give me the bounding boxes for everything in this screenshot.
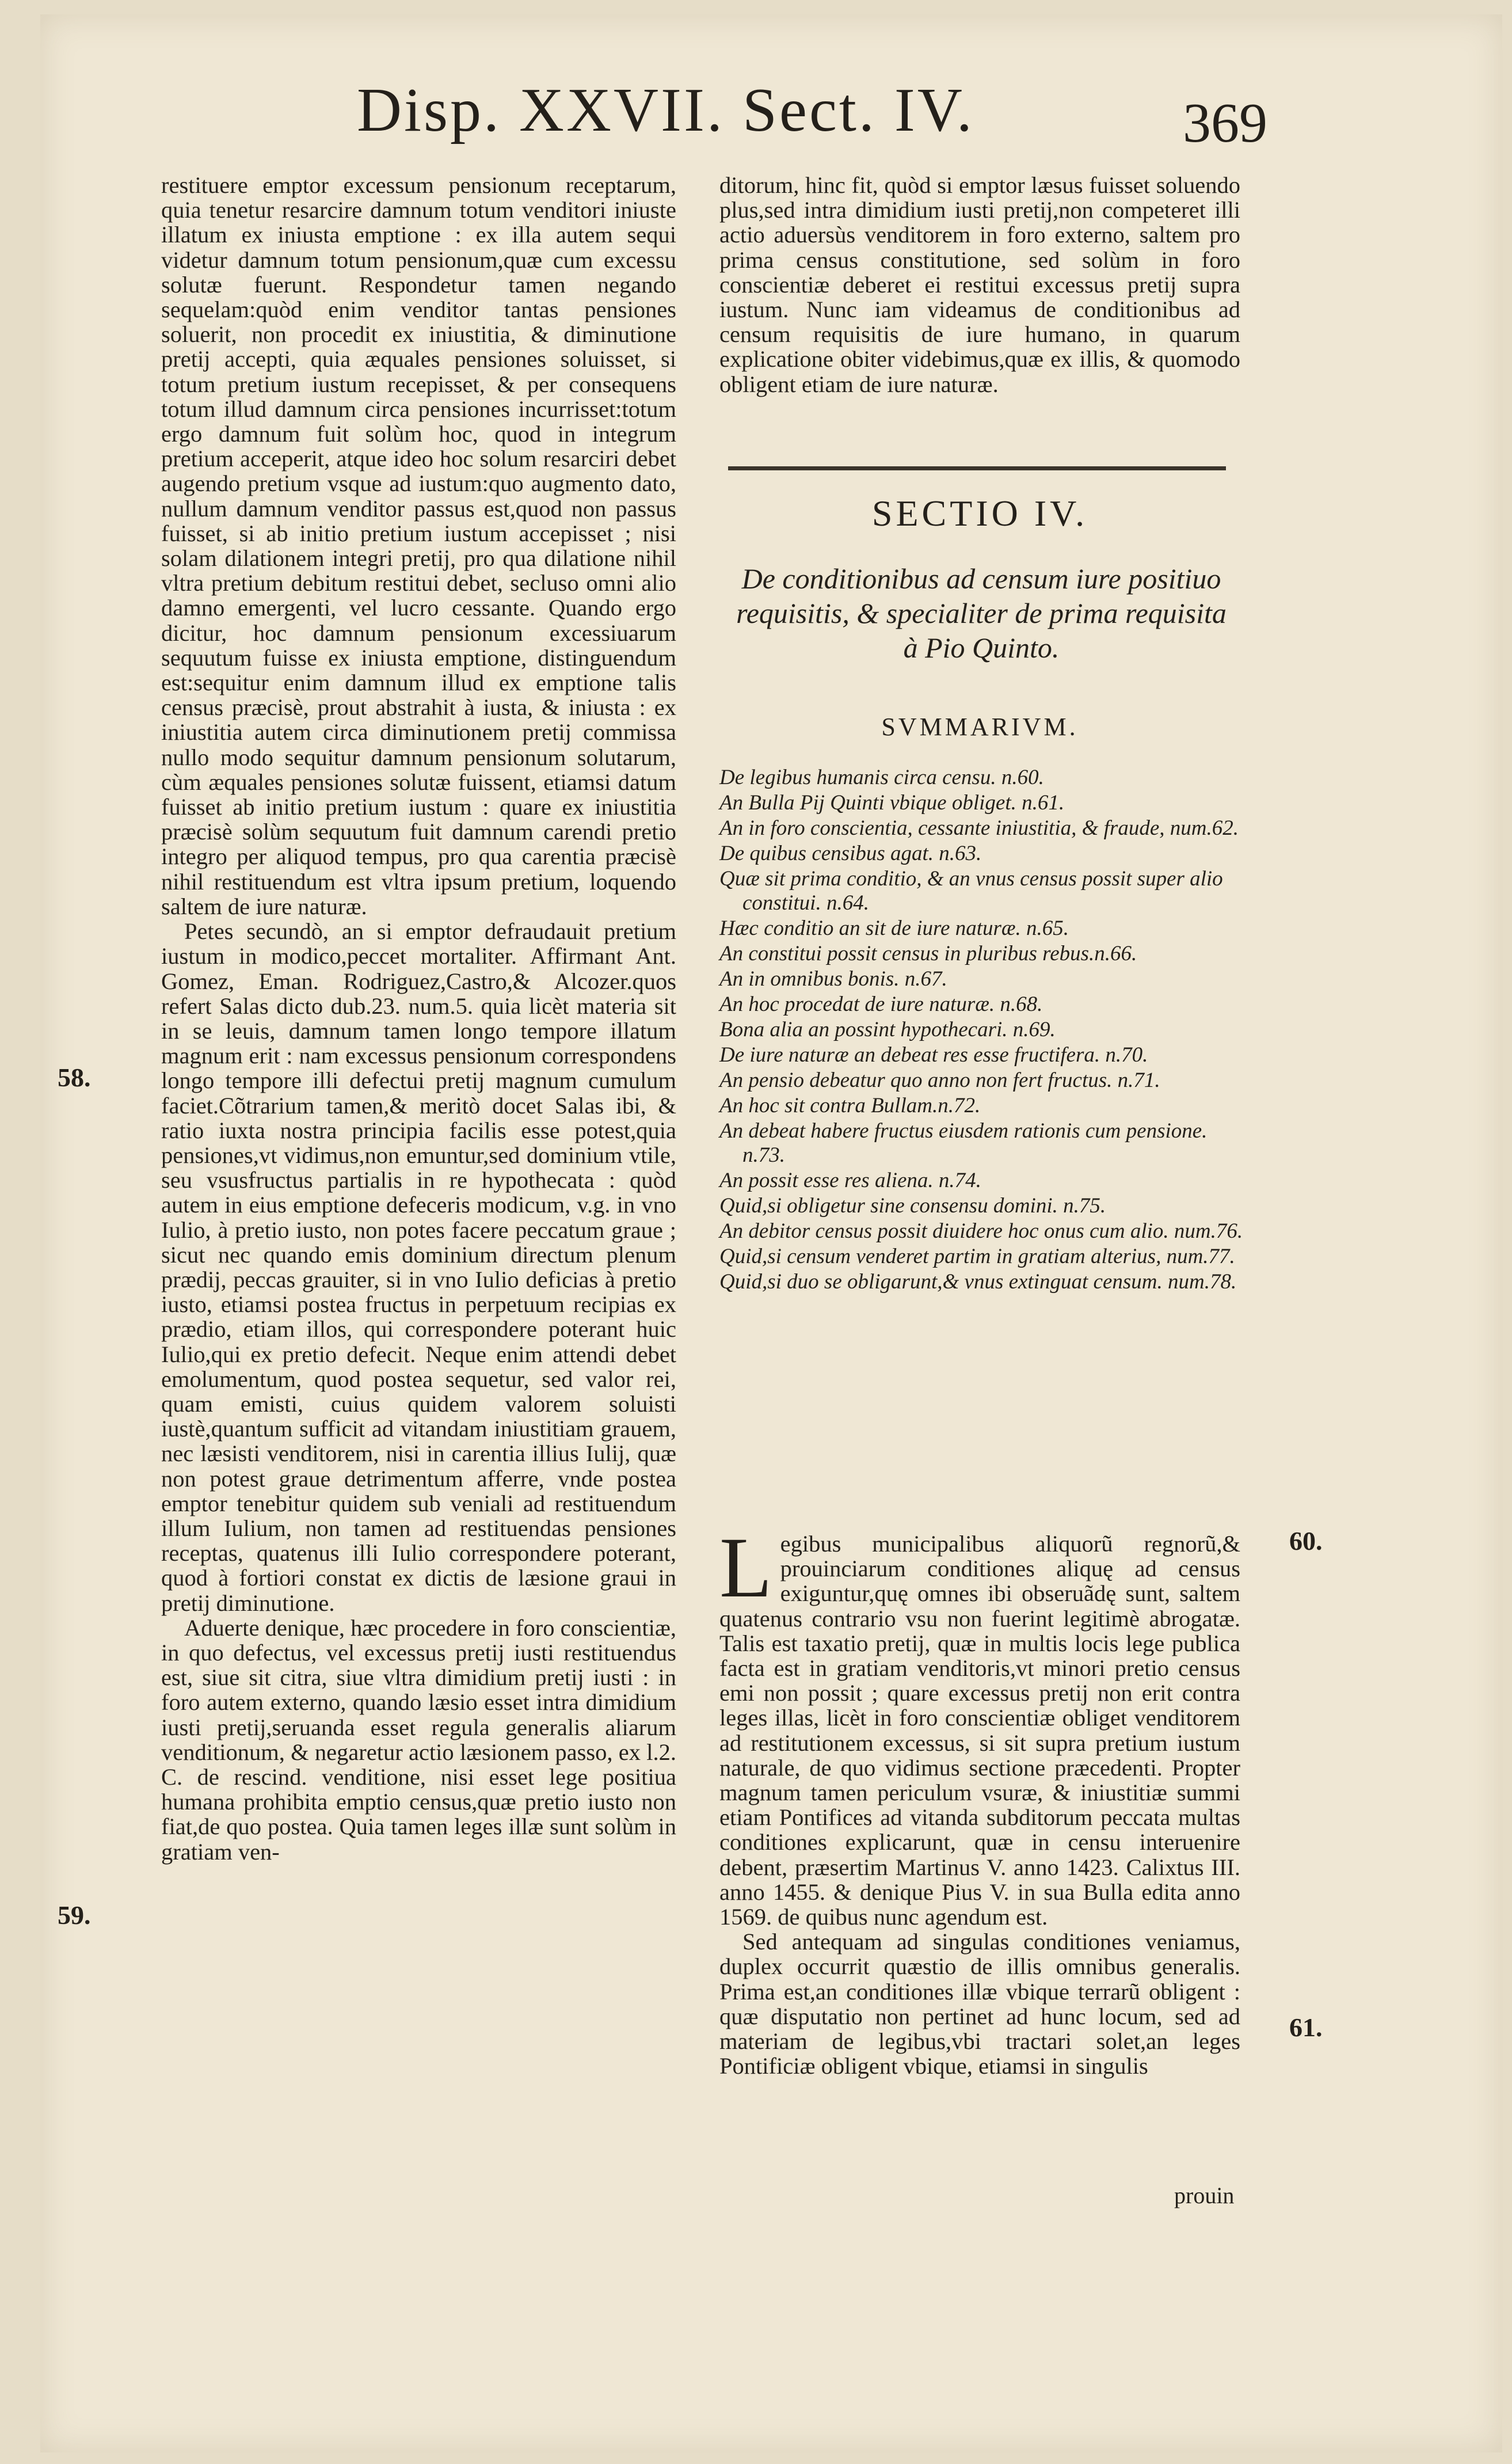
- summary-item: An Bulla Pij Quinti vbique obliget. n.61.: [719, 791, 1065, 815]
- summary-item: De legibus humanis circa censu. n.60.: [719, 766, 1044, 789]
- summary-item: De iure naturæ an debeat res esse fructifera. n.70.: [719, 1043, 1148, 1067]
- summary-item: Quæ sit prima conditio, & an vnus census possit super alio constitui. n.64.: [719, 867, 1223, 915]
- summary-item: Bona alia an possint hypothecari. n.69.: [719, 1018, 1056, 1041]
- drop-cap: L: [719, 1520, 772, 1615]
- margin-number-60: 60.: [1289, 1526, 1323, 1556]
- left-paragraph-3: Aduerte denique, hæc procedere in foro conscientiæ, in quo defectus, vel excessus pretij iusti restituendus est, siue sit citra, siue vltra dimidium pretij iusti : in foro autem externo, quando læsio esset intra dimidium iusti pretij,seruanda esset regula generalis aliarum venditionum, & negaretur actio læsionem passo, ex l.2. C. de rescind. venditione, nisi esset lege positiua humana prohibita emptio census,quæ pretio iusto non fiat,de quo postea. Quia tamen leges illæ sunt solùm in gratiam ven-: [161, 1614, 676, 1865]
- summary-item: Quid,si duo se obligarunt,& vnus extinguat censum. num.78.: [719, 1270, 1237, 1294]
- section-title: SECTIO IV.: [871, 493, 1088, 534]
- section-paragraph-1-text: egibus municipalibus aliquorũ regnorũ,& prouinciarum conditiones aliquę ad census exiguntur,quę omnes ibi obseruãdę sunt, saltem quatenus contrario vsu non fuerint legitimè abrogatæ. Talis est taxatio pretij, quæ in multis locis lege publica facta est in gratiam venditoris,vt minori pretio census emi non possit ; quare excessus pretij non erit contra leges illas, licèt in foro conscientiæ obliget venditorem ad restitutionem excessus, si sit supra pretium iustum naturale, de quo vidimus sectione præcedenti. Propter magnum tamen periculum vsuræ, & iniustitiæ summi etiam Pontifices ad vitanda subditorum peccata multas conditiones explicarunt, quæ in censu interuenire debent, præsertim Martinus V. anno 1423. Calixtus III. anno 1455. & denique Pius V. in sua Bulla edita anno 1569. de quibus nunc agendum est.: [719, 1531, 1240, 1930]
- right-column-top: ditorum, hinc fit, quòd si emptor læsus fuisset soluendo plus,sed intra dimidium iusti pretij,non competeret illi actio aduersùs venditorem in foro externo, saltem pro prima census constitutione, sed solùm in foro conscientiæ deberet ei restitui excessus pretij supra iustum. Nunc iam videamus de conditionibus ad censum requisitis de iure humano, in quarum explicatione obiter videbimus,quæ ex illis, & quomodo obligent etiam de iure naturæ.: [719, 172, 1240, 397]
- section-subtitle: De conditionibus ad censum iure positiuo requisitis, & specialiter de prima requisita à Pio Quinto.: [736, 562, 1227, 664]
- summary-item: An hoc procedat de iure naturæ. n.68.: [719, 993, 1043, 1016]
- summary-item: De quibus censibus agat. n.63.: [719, 842, 982, 865]
- summary-item: Hæc conditio an sit de iure naturæ. n.65.: [719, 917, 1069, 940]
- summary-item: Quid,si censum venderet partim in gratiam alterius, num.77.: [719, 1245, 1235, 1268]
- summary-item: Quid,si obligetur sine consensu domini. n.75.: [719, 1194, 1106, 1218]
- margin-number-59: 59.: [58, 1900, 91, 1930]
- left-paragraph-1: restituere emptor excessum pensionum receptarum, quia tenetur resarcire damnum totum venditori iniuste illatum ex iniusta emptione : ex illa autem sequi videtur damnum totum pensionum,quæ cum excessu solutæ fuerunt. Respondetur tamen negando sequelam:quòd enim venditor tantas pensiones soluerit, non procedit ex iniustitia, & diminutione pretij accepti, quia æquales pensiones soluisset, si totum pretium iustum recepisset, & per consequens totum illud damnum circa pensiones incurrisset:totum ergo damnum fuit solùm hoc, quod in integrum pretium acceperit, atque ideo hoc solum resarciri debet augendo pretium vsque ad iustum:quo augmento dato, nullum damnum venditor passus est,quod non passus fuisset, si ab initio pretium iustum accepisset ; nisi solam dilationem integri pretij, pro qua dilatione nihil vltra pretium debitum restitui debet, secluso omni alio damno emergenti, vel lucro cessante. Quando ergo dicitur, hoc damnum pensionum excessiuarum sequutum fuisse ex iniusta emptione, distinguendum est:sequitur enim damnum illud ex emptione talis census præcisè, prout abstrahit à iusta, & iniusta : ex iniustitia autem circa diminutionem pretij commissa nullo modo sequitur damnum pensionum solutarum, cùm æquales pensiones solutæ fuissent, etiamsi datum fuisset ab initio pretium iustum : quare ex iniustitia præcisè solùm sequutum fuit damnum carendi pretio integro per aliquod tempus, pro qua carentia præcisè nihil restituendum est vltra ipsum pretium, loquendo saltem de iure naturæ.: [161, 172, 676, 919]
- section-paragraph-2: Sed antequam ad singulas conditiones veniamus, duplex occurrit quæstio de illis omnibus generalis. Prima est,an conditiones illæ vbique terrarũ obligent : quæ disputatio non pertinet ad hunc locum, sed ad materiam de legibus,vbi tractari solet,an leges Pontificiæ obligent vbique, etiamsi in singulis: [719, 1929, 1240, 2079]
- summary-item: An in omnibus bonis. n.67.: [719, 967, 947, 991]
- running-head: Disp. XXVII. Sect. IV.: [357, 76, 974, 145]
- summary-item: An debeat habere fructus eiusdem rationis cum pensione. n.73.: [719, 1119, 1208, 1167]
- margin-number-61: 61.: [1289, 2013, 1323, 2042]
- summary-item: An hoc sit contra Bullam.n.72.: [719, 1094, 981, 1117]
- summary-item: An debitor census possit diuidere hoc onus cum alio. num.76.: [719, 1219, 1243, 1243]
- margin-number-58: 58.: [58, 1063, 91, 1092]
- catchword: prouin: [1174, 2182, 1235, 2208]
- summary-item: An in foro conscientia, cessante iniustitia, & fraude, num.62.: [719, 816, 1239, 840]
- left-column: [161, 173, 676, 1864]
- right-column-body: [719, 1520, 1240, 2079]
- left-paragraph-2: Petes secundò, an si emptor defraudauit pretium iustum in modico,peccet mortaliter. Affirmant Ant. Gomez, Eman. Rodriguez,Castro,& Alcozer.quos refert Salas dicto dub.23. num.5. quia licèt materia sit in se leuis, damnum tamen longo tempore illatum magnum erit : nam excessus pensionum correspondens longo tempore illi defectui pretij magnum cumulum faciet.Cõtrarium tamen,& meritò docet Salas ibi, & ratio iuxta nostra principia facilis esse potest,quia pensiones,vt vidimus,non emuntur,sed dominium vtile, seu vsusfructus partialis in re hypothecata : quòd autem in eius emptione defeceris modicum, v.g. in vno Iulio, à pretio iusto, non potes facere peccatum graue ; sicut nec quando emis dominium directum plenum prædij, peccas grauiter, si in vno Iulio deficias à pretio iusto, etiamsi postea fructus in perpetuum recipias ex prædio, etiam illos, qui correspondere poterant huic Iulio,qui ex pretio defecit. Neque enim attendi debet emolumentum, quod postea sequetur, sed valor rei, quam emisti, cuius quidem valorem soluisti iustè,quantum sufficit ad vitandam iniustitiam grauem, nec læsisti venditorem, nisi in carentia illius Iulij, quæ non potest graue detrimentum afferre, vnde postea emptor tenebitur quidem sub veniali ad restituendum illum Iulium, non tamen ad restituendas pensiones receptas, quatenus illi Iulio correspondere poterant, quod à fortiori constat ex dictis de læsione graui in pretij diminutione.: [161, 918, 676, 1616]
- section-paragraph-1: [719, 1520, 1240, 1930]
- summary-item: An possit esse res aliena. n.74.: [719, 1169, 981, 1192]
- summary-list: [719, 766, 1255, 1295]
- section-rule: [728, 466, 1226, 470]
- summary-item: An constitui possit census in pluribus rebus.n.66.: [719, 942, 1137, 965]
- page-number: 369: [1183, 92, 1267, 154]
- summary-heading: SVMMARIVM.: [881, 713, 1079, 741]
- summary-item: An pensio debeatur quo anno non fert fructus. n.71.: [719, 1069, 1160, 1092]
